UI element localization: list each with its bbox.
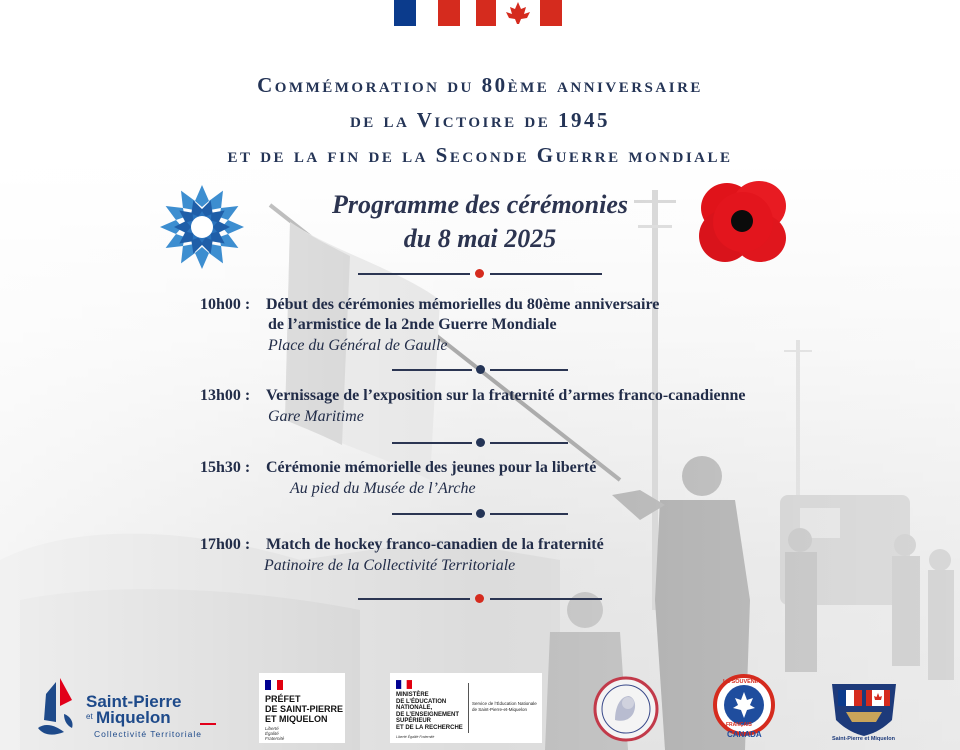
title-line-3: et de la fin de la Seconde Guerre mondiale bbox=[227, 143, 733, 167]
ministere-motto-2: Égalité bbox=[407, 735, 419, 739]
entry-description: Vernissage de l’exposition sur la fraternité d’armes franco-canadienne bbox=[266, 387, 746, 404]
prefet-line3: ET MIQUELON bbox=[265, 714, 328, 724]
entry-time: 10h00 : bbox=[200, 296, 251, 313]
entry-time: 13h00 : bbox=[200, 387, 251, 404]
spm-subtitle: Collectivité Territoriale bbox=[94, 729, 202, 739]
poppy-icon bbox=[697, 178, 789, 266]
divider-2 bbox=[392, 437, 568, 449]
entry-place: Au pied du Musée de l’Arche bbox=[290, 480, 476, 497]
schedule-entry-2 bbox=[200, 387, 746, 426]
schedule-entry-3 bbox=[200, 459, 596, 498]
spm-name-et: et bbox=[86, 712, 93, 721]
title-line-2: de la Victoire de 1945 bbox=[349, 108, 611, 132]
souvenir-line1: LE SOUVENIR bbox=[723, 679, 761, 685]
logo-saint-pierre-miquelon bbox=[34, 676, 224, 740]
french-flag-blue bbox=[394, 0, 416, 26]
programme-heading bbox=[280, 188, 680, 256]
badge-text: Saint-Pierre et Miquelon bbox=[832, 736, 895, 742]
entry-place: Gare Maritime bbox=[268, 408, 364, 425]
logo-prefet bbox=[259, 673, 345, 743]
seal-logo-icon bbox=[593, 676, 659, 742]
ministere-line5: SUPÉRIEUR bbox=[396, 718, 432, 725]
ministere-line4: DE L’ENSEIGNEMENT bbox=[396, 711, 460, 718]
motto-fraternite: Fraternité bbox=[265, 736, 285, 741]
ministere-motto-3: Fraternité bbox=[419, 735, 435, 739]
spm-emblem-icon bbox=[34, 676, 84, 740]
ministere-line2: DE L’ÉDUCATION bbox=[396, 698, 447, 705]
ministere-line6: ET DE LA RECHERCHE bbox=[396, 724, 463, 731]
french-flag-red bbox=[438, 0, 460, 26]
entry-place: Patinoire de la Collectivité Territoriale bbox=[264, 557, 516, 574]
programme-title: Programme des cérémonies bbox=[331, 190, 629, 219]
entry-time: 15h30 : bbox=[200, 459, 251, 476]
motto-egalite: Égalité bbox=[265, 731, 279, 736]
cornflower-icon bbox=[158, 183, 246, 271]
divider-1 bbox=[392, 364, 568, 376]
entry-description: Début des cérémonies mémorielles du 80ème anniversaire bbox=[266, 296, 660, 313]
ministere-line1: MINISTÈRE bbox=[396, 692, 429, 698]
entry-description: Match de hockey franco-canadien de la fraternité bbox=[266, 536, 604, 553]
ministere-motto-1: Liberté bbox=[396, 735, 407, 739]
schedule-entry-4 bbox=[200, 536, 604, 575]
entry-description-continued: de l’armistice de la 2nde Guerre Mondiale bbox=[268, 316, 557, 333]
logo-spm-badge bbox=[826, 676, 902, 744]
entry-time: 17h00 : bbox=[200, 536, 251, 553]
programme-date: du 8 mai 2025 bbox=[403, 224, 557, 253]
logo-ministere bbox=[390, 673, 542, 743]
prefet-line1: PRÉFET bbox=[265, 694, 301, 704]
badge-shield-icon bbox=[826, 676, 902, 736]
entry-description: Cérémonie mémorielle des jeunes pour la liberté bbox=[266, 459, 597, 476]
ministere-line3: NATIONALE, bbox=[396, 705, 433, 712]
souvenir-line2: FRANÇAIS bbox=[726, 722, 752, 728]
title-line-1: Commémoration du 80ème anniversaire bbox=[257, 73, 703, 97]
entry-place: Place du Général de Gaulle bbox=[268, 337, 448, 354]
marianne-flag-icon bbox=[396, 680, 412, 689]
main-title bbox=[0, 68, 960, 173]
logo-souvenir-francais bbox=[713, 674, 775, 744]
spm-name-line2: Miquelon bbox=[96, 708, 171, 727]
flags-header bbox=[394, 0, 564, 26]
divider-top bbox=[358, 268, 602, 280]
souvenir-line3: CANADA bbox=[727, 730, 762, 739]
service-line1: Service de l’Éducation Nationale bbox=[472, 701, 537, 706]
french-flag-white bbox=[416, 0, 438, 26]
divider-3 bbox=[392, 508, 568, 520]
service-line2: de Saint-Pierre-et-Miquelon bbox=[472, 707, 528, 712]
marianne-flag-icon bbox=[265, 680, 283, 690]
canada-flag-red-right bbox=[540, 0, 562, 26]
prefet-line2: DE SAINT-PIERRE bbox=[265, 704, 344, 714]
spm-name-line1: Saint-Pierre bbox=[86, 692, 182, 711]
divider-bottom bbox=[358, 593, 602, 605]
canada-flag-red-left bbox=[476, 0, 496, 26]
motto-liberte: Liberté bbox=[265, 726, 279, 731]
schedule-entry-1 bbox=[200, 296, 659, 355]
